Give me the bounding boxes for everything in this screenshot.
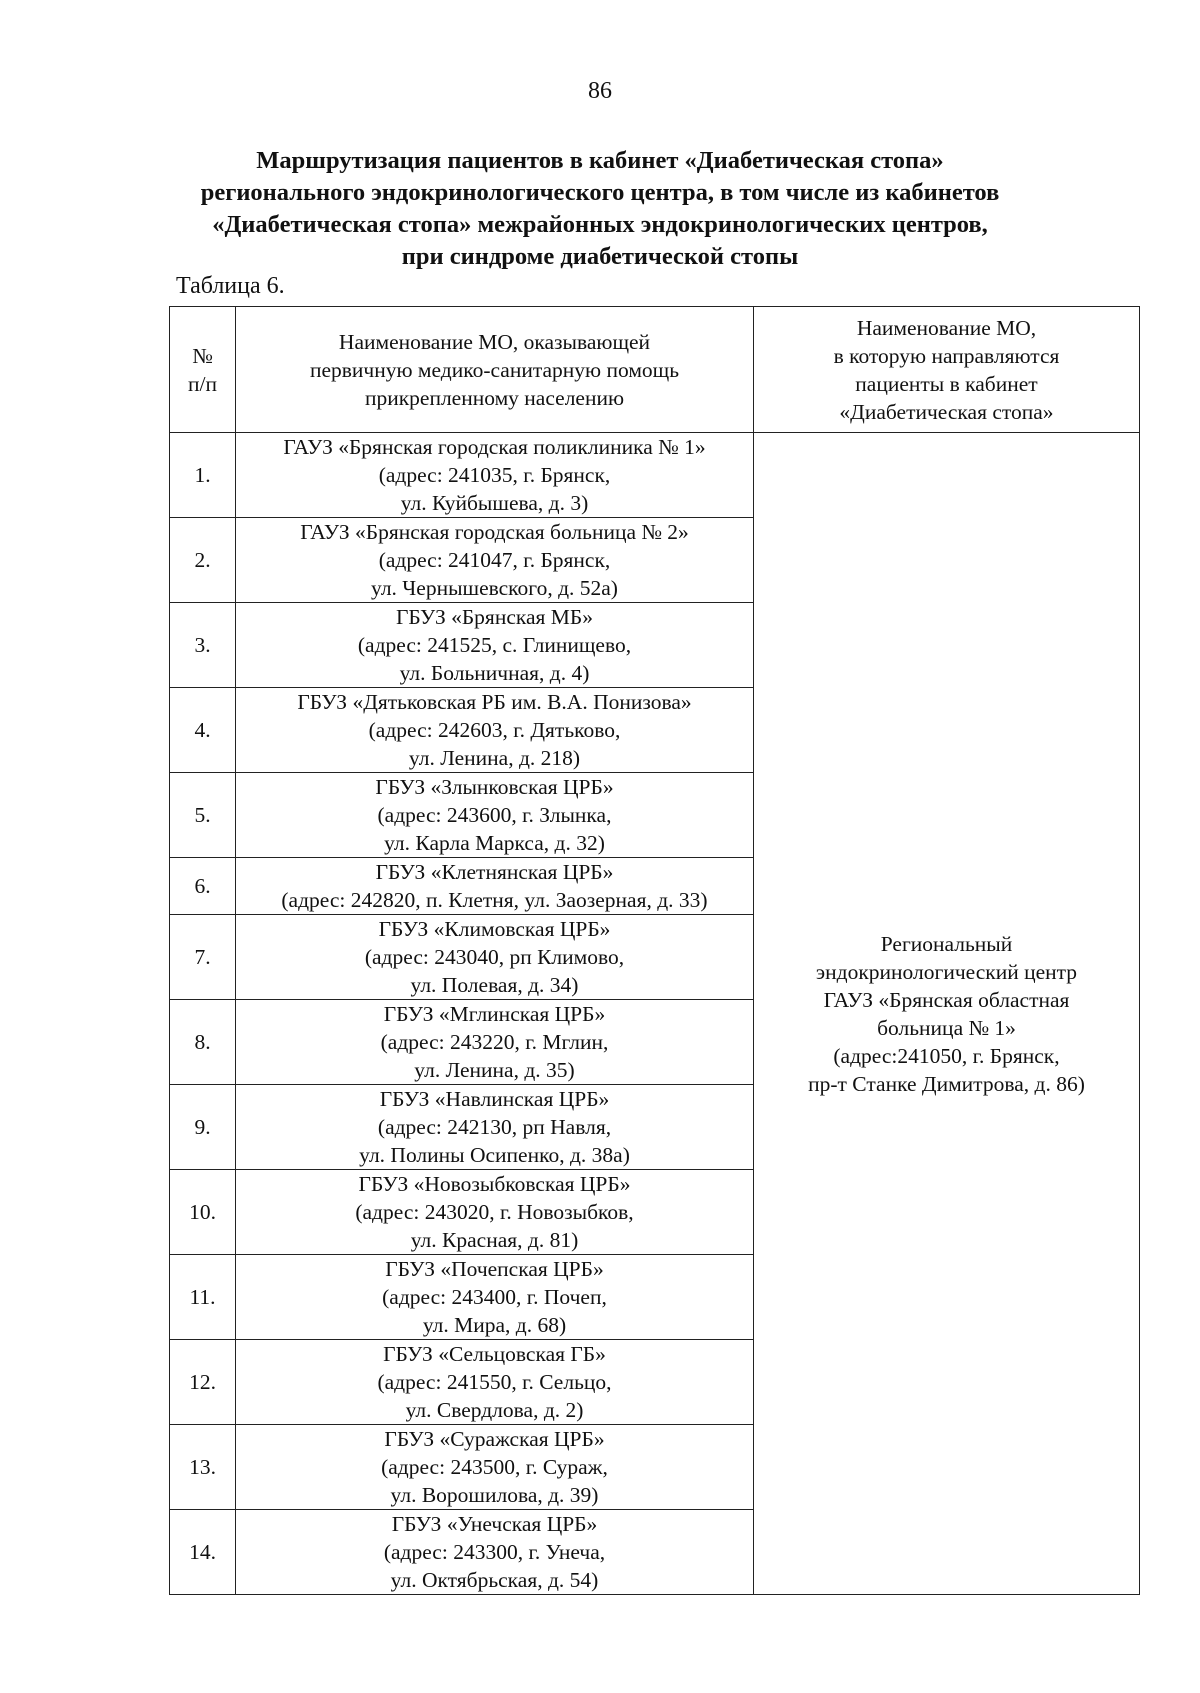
- title-line: регионального эндокринологического центра, в том числе из кабинетов: [200, 179, 1000, 206]
- row-mo-name: [236, 1085, 754, 1170]
- routing-table: [169, 306, 1140, 1595]
- mo-line: ГБУЗ «Унечская ЦРБ»: [391, 1512, 598, 1536]
- mo-line: ул. Чернышевского, д. 52а): [371, 576, 618, 600]
- row-number: 6.: [170, 858, 236, 915]
- mo-line: (адрес: 241047, г. Брянск,: [378, 548, 611, 572]
- row-mo-name: [236, 1340, 754, 1425]
- mo-line: ул. Ленина, д. 35): [414, 1058, 575, 1082]
- destination-line: (адрес:241050, г. Брянск,: [833, 1043, 1060, 1068]
- mo-line: (адрес: 243020, г. Новозыбков,: [355, 1200, 634, 1224]
- mo-line: (адрес: 243500, г. Сураж,: [381, 1455, 608, 1479]
- mo-line: (адрес: 243600, г. Злынка,: [377, 803, 612, 827]
- mo-line: ул. Полины Осипенко, д. 38а): [359, 1143, 630, 1167]
- mo-line: ГБУЗ «Дятьковская РБ им. В.А. Понизова»: [297, 690, 692, 714]
- row-number: 11.: [170, 1255, 236, 1340]
- mo-line: ул. Больничная, д. 4): [399, 661, 590, 685]
- table-row: [170, 433, 1140, 518]
- row-number: 5.: [170, 773, 236, 858]
- mo-line: (адрес: 242603, г. Дятьково,: [368, 718, 621, 742]
- mo-line: ГБУЗ «Навлинская ЦРБ»: [379, 1087, 610, 1111]
- mo-line: ул. Мира, д. 68): [422, 1313, 567, 1337]
- row-number: 7.: [170, 915, 236, 1000]
- title-line: Маршрутизация пациентов в кабинет «Диабетическая стопа»: [256, 147, 944, 174]
- mo-line: ул. Свердлова, д. 2): [405, 1398, 584, 1422]
- mo-line: ГБУЗ «Сельцовская ГБ»: [383, 1342, 606, 1366]
- row-mo-name: [236, 518, 754, 603]
- row-mo-name: [236, 1170, 754, 1255]
- row-mo-name: [236, 433, 754, 518]
- mo-line: ул. Ворошилова, д. 39): [390, 1483, 599, 1507]
- row-number: 2.: [170, 518, 236, 603]
- row-number: 9.: [170, 1085, 236, 1170]
- mo-line: (адрес: 242820, п. Клетня, ул. Заозерная, д. 33): [281, 888, 708, 912]
- mo-line: ГАУЗ «Брянская городская поликлиника № 1»: [283, 435, 706, 459]
- row-mo-name: [236, 1255, 754, 1340]
- title-line: «Диабетическая стопа» межрайонных эндокринологических центров,: [212, 211, 988, 238]
- row-number: 10.: [170, 1170, 236, 1255]
- table-body: [170, 433, 1140, 1595]
- destination-cell: [754, 433, 1140, 1595]
- destination-line: пр-т Станке Димитрова, д. 86): [808, 1071, 1085, 1096]
- row-number: 4.: [170, 688, 236, 773]
- title-line: при синдроме диабетической стопы: [401, 243, 799, 270]
- table-header-row: [170, 307, 1140, 433]
- mo-line: ГБУЗ «Злынковская ЦРБ»: [375, 775, 614, 799]
- mo-line: ул. Куйбышева, д. 3): [400, 491, 589, 515]
- mo-line: ГБУЗ «Климовская ЦРБ»: [378, 917, 611, 941]
- row-number: 14.: [170, 1510, 236, 1595]
- mo-line: ул. Карла Маркса, д. 32): [384, 831, 605, 855]
- mo-line: ул. Полевая, д. 34): [410, 973, 579, 997]
- mo-line: ГБУЗ «Клетнянская ЦРБ»: [375, 860, 614, 884]
- mo-line: (адрес: 242130, рп Навля,: [377, 1115, 612, 1139]
- mo-line: ул. Красная, д. 81): [410, 1228, 579, 1252]
- row-number: 1.: [170, 433, 236, 518]
- row-mo-name: [236, 603, 754, 688]
- row-mo-name: [236, 858, 754, 915]
- row-mo-name: [236, 1510, 754, 1595]
- header-destination: Наименование МО, в которую направляются пациенты в кабинет «Диабетическая стопа»: [754, 307, 1140, 433]
- table-caption: Таблица 6.: [176, 273, 285, 299]
- mo-line: ГБУЗ «Мглинская ЦРБ»: [383, 1002, 606, 1026]
- mo-line: ГБУЗ «Почепская ЦРБ»: [385, 1257, 604, 1281]
- header-mo-name: Наименование МО, оказывающей первичную медико-санитарную помощь прикрепленному населению: [236, 307, 754, 433]
- row-mo-name: [236, 773, 754, 858]
- destination-line: ГАУЗ «Брянская областная: [823, 987, 1070, 1012]
- mo-line: ГБУЗ «Брянская МБ»: [395, 605, 594, 629]
- destination-line: Региональный: [880, 931, 1013, 956]
- mo-line: ул. Октябрьская, д. 54): [390, 1568, 599, 1592]
- mo-line: (адрес: 243040, рп Климово,: [364, 945, 625, 969]
- row-mo-name: [236, 1000, 754, 1085]
- mo-line: (адрес: 243400, г. Почеп,: [382, 1285, 607, 1309]
- mo-line: (адрес: 243220, г. Мглин,: [380, 1030, 609, 1054]
- row-number: 8.: [170, 1000, 236, 1085]
- page-number: 86: [588, 78, 612, 104]
- mo-line: ГБУЗ «Новозыбковская ЦРБ»: [358, 1172, 631, 1196]
- header-number: № п/п: [170, 307, 236, 433]
- mo-line: ГБУЗ «Суражская ЦРБ»: [384, 1427, 605, 1451]
- mo-line: ГАУЗ «Брянская городская больница № 2»: [300, 520, 689, 544]
- mo-line: (адрес: 243300, г. Унеча,: [383, 1540, 606, 1564]
- mo-line: (адрес: 241525, с. Глинищево,: [357, 633, 632, 657]
- row-number: 13.: [170, 1425, 236, 1510]
- row-mo-name: [236, 1425, 754, 1510]
- mo-line: (адрес: 241550, г. Сельцо,: [377, 1370, 612, 1394]
- destination-line: эндокринологический центр: [815, 959, 1078, 984]
- mo-line: ул. Ленина, д. 218): [408, 746, 581, 770]
- row-number: 12.: [170, 1340, 236, 1425]
- mo-line: (адрес: 241035, г. Брянск,: [378, 463, 611, 487]
- row-number: 3.: [170, 603, 236, 688]
- document-title: [100, 145, 1100, 273]
- row-mo-name: [236, 688, 754, 773]
- row-mo-name: [236, 915, 754, 1000]
- destination-line: больница № 1»: [877, 1015, 1016, 1040]
